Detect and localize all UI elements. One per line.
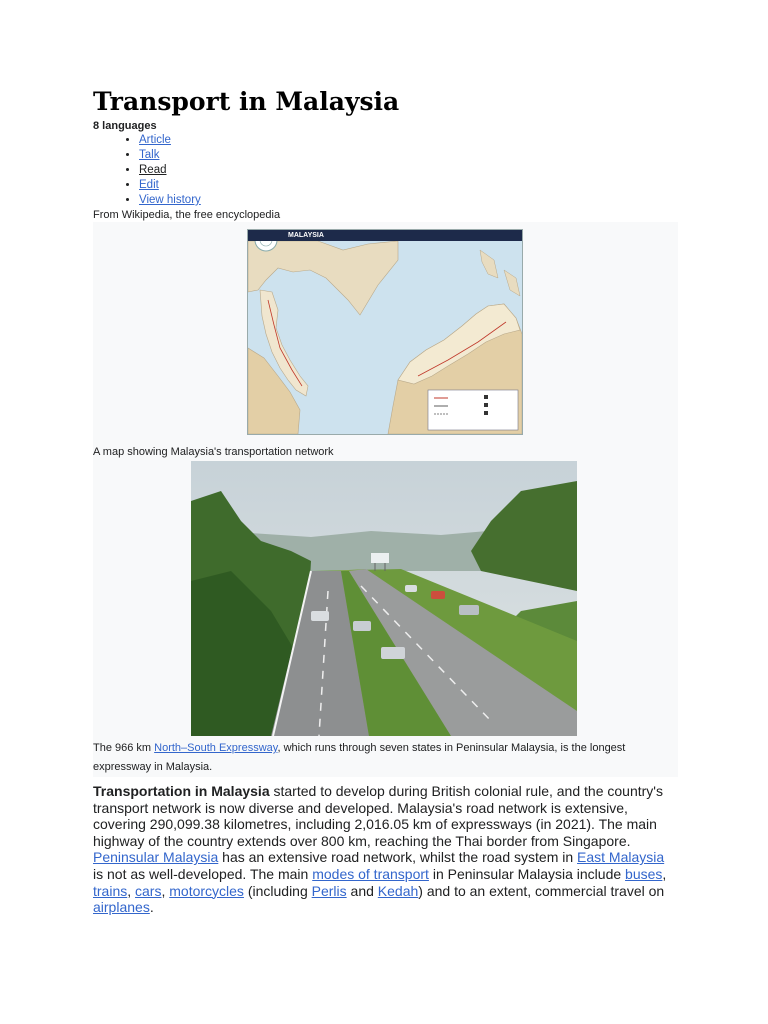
malaysia-map-image[interactable]: [247, 229, 523, 435]
page-tabs: [93, 133, 678, 208]
motorcycles-link[interactable]: motorcycles: [169, 882, 244, 899]
tab-talk-link[interactable]: Talk: [139, 149, 160, 161]
tab-talk[interactable]: [139, 148, 678, 163]
page-title: Transport in Malaysia: [93, 87, 400, 116]
text-8: .: [149, 899, 154, 916]
tab-view-history-link[interactable]: View history: [139, 194, 201, 206]
expressway-photo[interactable]: [191, 461, 577, 736]
photo-caption-text-2: , which runs through seven states in Peninsular Malaysia, is the longest expressway in Malaysia.: [93, 742, 626, 773]
map-caption: A map showing Malaysia's transportation network: [93, 446, 334, 458]
buses-link[interactable]: buses: [625, 865, 663, 882]
kedah-link[interactable]: Kedah: [377, 882, 419, 899]
text-2: has an extensive road network, whilst the road system in: [218, 849, 578, 866]
tab-read-link[interactable]: Read: [139, 164, 167, 176]
tab-view-history[interactable]: [139, 193, 678, 208]
peninsular-malaysia-link[interactable]: Peninsular Malaysia: [93, 849, 219, 866]
modes-of-transport-link[interactable]: modes of transport: [312, 865, 429, 882]
trains-link[interactable]: trains: [93, 882, 128, 899]
tagline: From Wikipedia, the free encyclopedia: [93, 209, 281, 221]
tab-read[interactable]: [139, 163, 678, 178]
text-3: is not as well-developed. The main: [93, 865, 313, 882]
languages-button[interactable]: 8 languages: [93, 120, 157, 132]
east-malaysia-link[interactable]: East Malaysia: [577, 849, 665, 866]
north-south-expressway-link[interactable]: North–South Expressway: [154, 742, 278, 754]
intro-paragraph: [93, 783, 678, 916]
sep-3: ,: [161, 882, 170, 899]
sep-1: ,: [662, 865, 667, 882]
text-7: ) and to an extent, commercial travel on: [418, 882, 665, 899]
tab-edit[interactable]: [139, 178, 678, 193]
photo-figure: [93, 461, 678, 737]
tab-article[interactable]: [139, 133, 678, 148]
lead-bold: Transportation in Malaysia: [93, 783, 270, 799]
article-page: [93, 86, 678, 916]
text-1: started to develop during British colonial rule, and the country's transport network is now diverse and developed. Malaysia's road network is extensive, covering 290,099.38 kilometres, including 2,016.05 km of expressways (in 2021). The main highway of the country extends over 800 km, reaching the Thai border from Singapore.: [93, 783, 663, 849]
tab-edit-link[interactable]: Edit: [139, 179, 159, 191]
map-header: MALAYSIA: [248, 230, 522, 241]
text-5: (including: [243, 882, 312, 899]
airplanes-link[interactable]: airplanes: [93, 899, 150, 916]
perlis-link[interactable]: Perlis: [311, 882, 347, 899]
tab-article-link[interactable]: Article: [139, 134, 171, 146]
expressway-graphic: [191, 461, 577, 736]
figure-box: [93, 222, 678, 777]
text-6: and: [346, 882, 378, 899]
photo-caption: [93, 737, 678, 777]
map-figure: [93, 222, 678, 443]
text-4: in Peninsular Malaysia include: [428, 865, 626, 882]
map-graphic: [248, 230, 522, 434]
photo-caption-text-1: The 966 km: [93, 742, 155, 754]
cars-link[interactable]: cars: [135, 882, 162, 899]
sep-2: ,: [127, 882, 136, 899]
